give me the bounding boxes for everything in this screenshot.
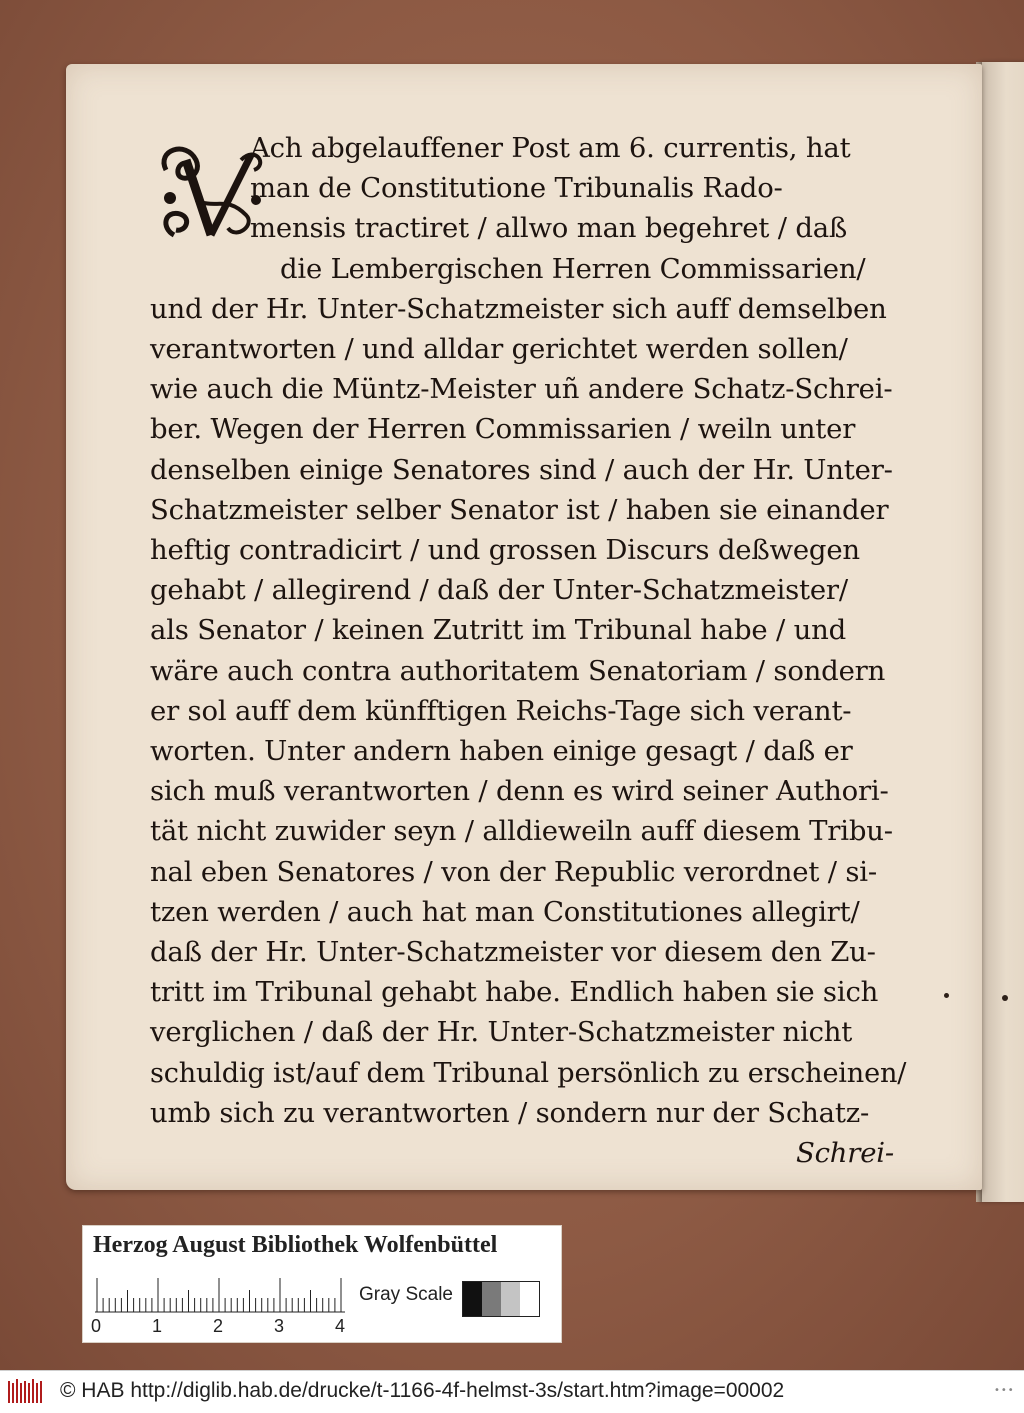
text-line: gehabt / allegirend / daß der Unter-Schatzmeister/ — [150, 574, 848, 607]
text-line: man de Constitutione Tribunalis Rado- — [250, 172, 783, 205]
text-line: er sol auff dem künfftigen Reichs-Tage sich verant- — [150, 694, 852, 727]
hab-logo-icon — [6, 1377, 44, 1407]
text-line: verglichen / daß der Hr. Unter-Schatzmeister nicht — [150, 1016, 853, 1049]
more-options-icon[interactable]: ••• — [994, 1385, 1015, 1396]
text-line: Ach abgelauffener Post am 6. currentis, hat — [250, 132, 851, 164]
calibration-card — [82, 1225, 562, 1343]
copyright-url[interactable]: © HAB http://diglib.hab.de/drucke/t-1166-4f-helmst-3s/start.htm?image=00002 — [60, 1379, 785, 1402]
text-line: nal eben Senatores / von der Republic verordnet / si- — [150, 855, 877, 888]
library-name: Herzog August Bibliothek Wolfenbüttel — [93, 1232, 498, 1258]
ink-spot — [944, 993, 949, 998]
text-line: die Lembergischen Herren Commissarien/ — [280, 252, 866, 285]
gray-patch — [463, 1282, 482, 1316]
text-line: sich muß verantworten / denn es wird seiner Authori- — [150, 775, 889, 808]
text-line: wäre auch contra authoritatem Senatoriam / sondern — [150, 654, 886, 687]
text-line: umb sich zu verantworten / sondern nur der Schatz- — [150, 1096, 870, 1129]
ruler-icon — [95, 1274, 345, 1314]
ruler-numbers — [91, 1316, 351, 1340]
ruler-number: 3 — [274, 1316, 285, 1336]
text-line: denselben einige Senatores sind / auch der Hr. Unter- — [150, 453, 893, 486]
gray-scale-bar — [462, 1281, 540, 1317]
text-line: schuldig ist/auf dem Tribunal persönlich zu erscheinen/ — [150, 1056, 907, 1089]
ruler-number: 0 — [91, 1316, 102, 1336]
gray-scale-label: Gray Scale — [359, 1284, 453, 1305]
gray-patch — [501, 1282, 520, 1316]
ruler-number: 4 — [335, 1316, 346, 1336]
text-line: ber. Wegen der Herren Commissarien / weiln unter — [150, 413, 856, 446]
catchword: Schrei- — [795, 1137, 894, 1169]
text-line: und der Hr. Unter-Schatzmeister sich auff demselben — [150, 292, 887, 325]
text-line: Schatzmeister selber Senator ist / haben sie einander — [150, 493, 889, 526]
text-line: tritt im Tribunal gehabt habe. Endlich haben sie sich — [150, 976, 879, 1009]
text-line: tät nicht zuwider seyn / alldieweiln auff diesem Tribu- — [150, 815, 893, 848]
text-line: heftig contradicirt / und grossen Discurs deßwegen — [150, 534, 860, 566]
text-line: worten. Unter andern haben einige gesagt / daß er — [150, 735, 853, 767]
page-hole-mark — [1002, 995, 1008, 1001]
text-line: wie auch die Müntz-Meister uñ andere Schatz-Schrei- — [150, 373, 893, 406]
text-line: daß der Hr. Unter-Schatzmeister vor diesem den Zu- — [150, 936, 876, 968]
text-line: mensis tractiret / allwo man begehret / daß — [250, 212, 848, 245]
gray-patch — [482, 1282, 501, 1316]
ruler-number: 1 — [152, 1316, 163, 1336]
facing-page-edge — [982, 62, 1024, 1202]
text-line: tzen werden / auch hat man Constitutiones allegirt/ — [150, 895, 860, 928]
ruler-number: 2 — [213, 1316, 224, 1336]
text-line: verantworten / und alldar gerichtet werden sollen/ — [150, 333, 848, 365]
gray-patch — [520, 1282, 539, 1316]
viewer-footer — [0, 1370, 1024, 1413]
text-line: als Senator / keinen Zutritt im Tribunal habe / und — [150, 614, 847, 647]
